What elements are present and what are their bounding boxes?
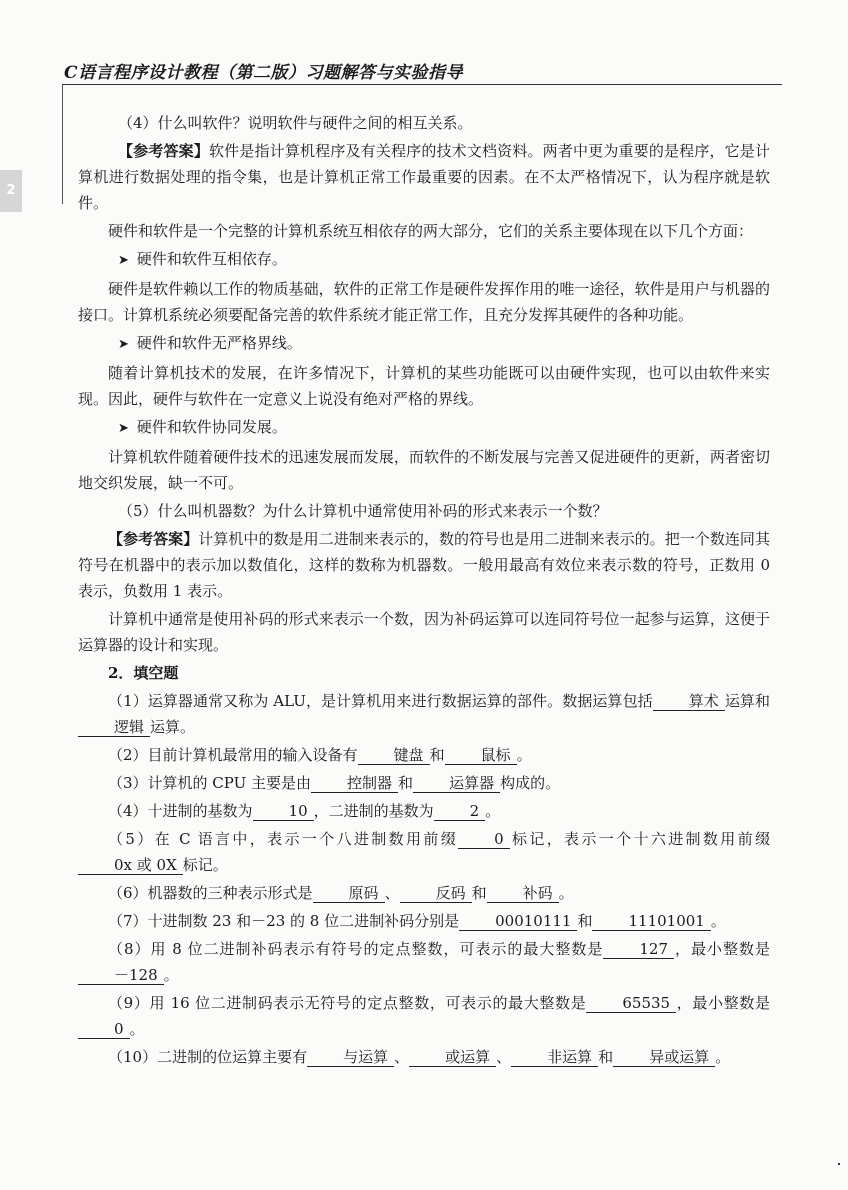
blank-answer: 10 (253, 802, 314, 821)
blank-answer: －128 (78, 966, 164, 985)
paragraph: 计算机中通常是使用补码的形式来表示一个数，因为补码运算可以连同符号位一起参与运算，这便于运算器的设计和实现。 (78, 610, 770, 654)
blank-answer: 鼠标 (445, 746, 517, 765)
fill-item-7: （7）十进制数 23 和－23 的 8 位二进制补码分别是 00010111 和 11101001 。 (108, 912, 726, 930)
header-rule (62, 84, 782, 85)
fill-item-5: （5）在 C 语言中，表示一个八进制数用前缀 0 标记，表示一个十六进制数用前缀0x 或 0X 标记。 (78, 826, 770, 878)
question-4: （4）什么叫软件？说明软件与硬件之间的相互关系。 (118, 114, 473, 132)
answer-4 (78, 138, 770, 216)
blank-answer: 原码 (313, 884, 385, 903)
page-body (78, 110, 770, 1072)
blank-answer: 127 (603, 940, 674, 959)
blank-answer: 算术 (653, 692, 725, 711)
blank-answer: 与运算 (307, 1048, 394, 1067)
fill-item-8: （8）用 8 位二进制补码表示有符号的定点整数，可表示的最大整数是 127 ，最小整数是－128 。 (78, 936, 770, 988)
relation-intro: 硬件和软件是一个完整的计算机系统互相依存的两大部分，它们的关系主要体现在以下几个方面： (108, 222, 754, 240)
blank-answer: 65535 (586, 994, 676, 1013)
bullet-text: 硬件和软件无严格界线。 (136, 334, 302, 352)
fill-item-3: （3）计算机的 CPU 主要是由 控制器 和 运算器 构成的。 (108, 774, 561, 792)
bullet-item (78, 246, 770, 274)
answer-text: 软件是指计算机程序及有关程序的技术文档资料。两者中更为重要的是程序，它是计算机进行数据处理的指令集，也是计算机正常工作最重要的因素。在不太严格情况下，认为程序就是软件。 (78, 142, 770, 212)
paragraph: 硬件是软件赖以工作的物质基础，软件的正常工作是硬件发挥作用的唯一途径，软件是用户与机器的接口。计算机系统必须要配备完善的软件系统才能正常工作，且充分发挥其硬件的各种功能。 (78, 280, 770, 324)
blank-answer: 运算器 (413, 774, 500, 793)
answer-5 (78, 526, 770, 604)
blank-answer: 非运算 (511, 1048, 598, 1067)
fill-item-9: （9）用 16 位二进制码表示无符号的定点整数，可表示的最大整数是 65535 ，最小整数是0 。 (78, 990, 770, 1042)
arrow-bullet-icon: ➤ (118, 421, 129, 436)
blank-answer: 2 (434, 802, 486, 821)
blank-answer: 反码 (400, 884, 472, 903)
blank-answer: 0 (458, 830, 510, 849)
fill-item-6: （6）机器数的三种表示形式是 原码 、 反码 和 补码 。 (108, 884, 574, 902)
bullet-text: 硬件和软件协同发展。 (136, 418, 287, 436)
bullet-item (78, 414, 770, 442)
blank-answer: 键盘 (358, 746, 430, 765)
arrow-bullet-icon: ➤ (118, 337, 129, 352)
fill-item-2: （2）目前计算机最常用的输入设备有 键盘 和 鼠标 。 (108, 746, 532, 764)
margin-rule (62, 84, 63, 204)
question-5: （5）什么叫机器数？为什么计算机中通常使用补码的形式来表示一个数？ (118, 502, 608, 520)
paragraph: 随着计算机技术的发展，在许多情况下，计算机的某些功能既可以由硬件实现，也可以由软件来实现。因此，硬件与软件在一定意义上说没有绝对严格的界线。 (78, 364, 770, 408)
paragraph: 计算机软件随着硬件技术的迅速发展而发展，而软件的不断发展与完善又促进硬件的更新，两者密切地交织发展，缺一不可。 (78, 448, 770, 492)
scan-speck (838, 1163, 840, 1165)
blank-answer: 或运算 (409, 1048, 496, 1067)
blank-answer: 11101001 (592, 912, 710, 931)
fill-item-4: （4）十进制的基数为 10 ，二进制的基数为 2 。 (108, 802, 501, 820)
answer-label: 【参考答案】 (108, 530, 199, 548)
blank-answer: 0x 或 0X (78, 856, 183, 875)
answer-text: 计算机中的数是用二进制来表示的，数的符号也是用二进制来表示的。把一个数连同其符号在机器中的表示加以数值化，这样的数称为机器数。一般用最高有效位来表示数的符号，正数用 0 表示，负数用 1 表示。 (78, 530, 770, 600)
section-title: 2．填空题 (108, 664, 179, 682)
fill-item-10: （10）二进制的位运算主要有 与运算 、 或运算 、 非运算 和 异或运算 。 (108, 1048, 731, 1066)
blank-answer: 补码 (487, 884, 559, 903)
bullet-item (78, 330, 770, 358)
blank-answer: 控制器 (311, 774, 398, 793)
arrow-bullet-icon: ➤ (118, 253, 129, 268)
blank-answer: 异或运算 (613, 1048, 715, 1067)
fill-item-1: （1）运算器通常又称为 ALU，是计算机用来进行数据运算的部件。数据运算包括 算术 运算和逻辑 运算。 (78, 688, 770, 740)
running-header: C语言程序设计教程（第二版）习题解答与实验指导 (64, 63, 464, 83)
blank-answer: 逻辑 (78, 718, 150, 737)
answer-label: 【参考答案】 (118, 142, 209, 160)
page-number-tab: 2 (0, 170, 22, 212)
bullet-text: 硬件和软件互相依存。 (136, 250, 287, 268)
blank-answer: 00010111 (459, 912, 577, 931)
blank-answer: 0 (78, 1020, 130, 1039)
